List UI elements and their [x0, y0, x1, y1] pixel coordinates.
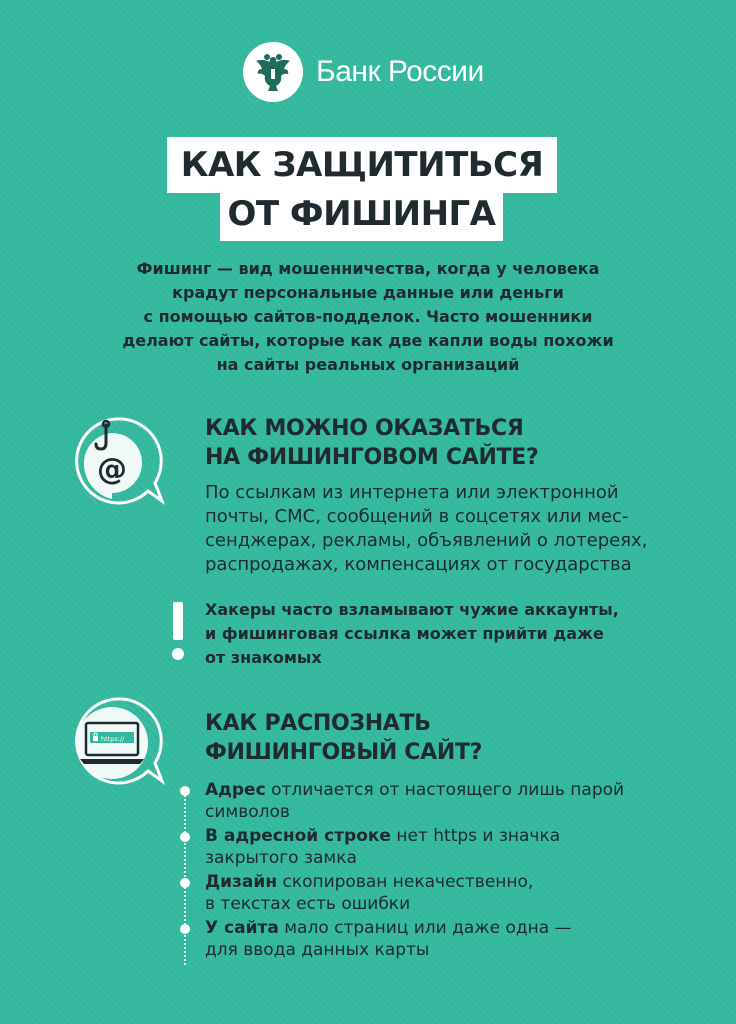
double-headed-eagle-icon [253, 51, 293, 93]
warning-line: от знакомых [205, 648, 322, 667]
section-heading-how-to-recognize [205, 709, 482, 767]
heading-line: ФИШИНГОВЫЙ САЙТ? [205, 740, 483, 765]
intro-line: на сайты реальных организаций [216, 355, 520, 374]
body-line: По ссылкам из интернета или электронной [205, 482, 619, 503]
bullet-dot-icon [180, 878, 190, 888]
list-item [180, 825, 700, 869]
list-item-keyword: Адрес [205, 780, 266, 800]
section-heading-how-to-get [205, 414, 538, 472]
warning-line: Хакеры часто взламывают чужие аккаунты, [205, 600, 619, 619]
intro-paragraph [60, 257, 676, 377]
heading-line: КАК МОЖНО ОКАЗАТЬСЯ [205, 416, 524, 441]
icon-url-text: https:// [101, 735, 125, 743]
section-body-ways [205, 481, 647, 577]
intro-line: делают сайты, которые как две капли воды похожи [122, 331, 614, 350]
list-item-text-2: для ввода данных карты [205, 940, 430, 960]
svg-text:@: @ [97, 452, 127, 487]
bullet-dot-icon [180, 832, 190, 842]
recognition-list [180, 779, 700, 963]
list-item [180, 779, 700, 823]
heading-line: НА ФИШИНГОВОМ САЙТЕ? [205, 445, 539, 470]
list-item-keyword: У сайта [205, 918, 279, 938]
warning-line: и фишинговая ссылка может прийти даже [205, 624, 604, 643]
heading-line: КАК РАСПОЗНАТЬ [205, 711, 431, 736]
bank-logo [243, 42, 303, 102]
list-item [180, 917, 700, 961]
intro-line: с помощью сайтов-подделок. Часто мошенники [143, 307, 593, 326]
list-item-text-2: символов [205, 802, 290, 822]
body-line: сенджерах, рекламы, объявлений о лотереях, [205, 530, 648, 551]
intro-line: крадут персональные данные или деньги [172, 283, 564, 302]
list-item-text: мало страниц или даже одна — [278, 918, 572, 938]
page-title-line-2: ОТ ФИШИНГА [220, 187, 503, 241]
page-title-line-1: КАК ЗАЩИТИТЬСЯ [167, 137, 557, 193]
warning-text [205, 598, 619, 670]
intro-line: Фишинг — вид мошенничества, когда у человека [136, 259, 600, 278]
body-line: почты, СМС, сообщений в соцсетях или мес- [205, 506, 629, 527]
exclamation-icon [166, 602, 192, 664]
fishhook-at-sign-icon [62, 413, 172, 513]
body-line: распродажах, компенсациях от государства [205, 554, 632, 575]
list-item-text-2: закрытого замка [205, 848, 357, 868]
laptop-https-icon [62, 693, 172, 793]
list-item-text: скопирован некачественно, [277, 872, 534, 892]
list-item-keyword: В адресной строке [205, 826, 391, 846]
header [0, 42, 736, 106]
list-item-keyword: Дизайн [205, 872, 278, 892]
bank-name: Банк России [316, 55, 484, 88]
list-item [180, 871, 700, 915]
list-item-text: нет https и значка [390, 826, 561, 846]
bullet-dot-icon [180, 924, 190, 934]
list-item-text-2: в текстах есть ошибки [205, 894, 411, 914]
bullet-dot-icon [180, 786, 190, 796]
list-item-text: отличается от настоящего лишь парой [265, 780, 625, 800]
